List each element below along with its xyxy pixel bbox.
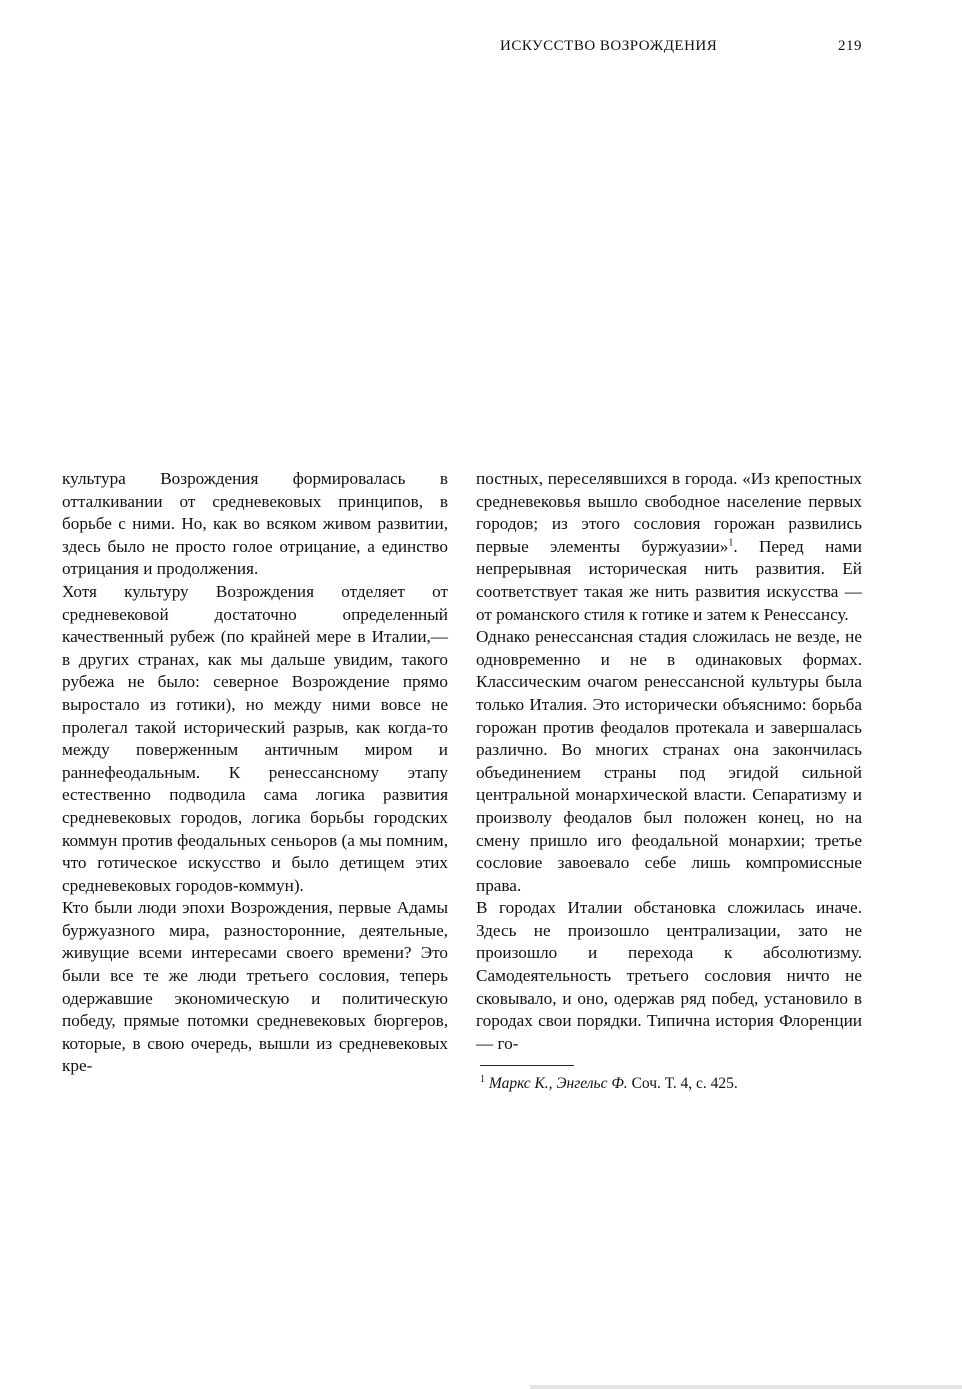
scan-edge — [530, 1385, 962, 1389]
footnote — [476, 1074, 862, 1094]
left-paragraph-2: Хотя культуру Возрождения отделяет от средневековой достаточно определенный качественный рубеж (по крайней мере в Италии,— в других странах, как мы дальше увидим, такого рубежа не было: северное Возрождение прямо выростало из готики), но между ними вовсе не пролегал такой исторический разрыв, как когда-то между поверженным античным миром и раннефеодальным. К ренессансному этапу естественно подводила сама логика развития средневековых городов, логика борьбы городских коммун против феодальных сеньоров (а мы помним, что готическое искусство и было детищем этих средневековых городов-коммун). — [62, 581, 448, 895]
page-number: 219 — [838, 38, 862, 54]
left-paragraph-3: Кто были люди эпохи Возрождения, первые Адамы буржуазного мира, разносторонние, деятельные, живущие всеми интересами своего времени? Это были все те же люди третьего сословия, теперь одержавшие экономическую и политическую победу, прямые потомки средневековых бюргеров, которые, в свою очередь, вышли из средневековых кре- — [62, 898, 448, 1076]
running-head-title: ИСКУССТВО ВОЗРОЖДЕНИЯ — [500, 38, 718, 54]
running-head — [500, 38, 862, 55]
footnote-marker: 1 — [480, 1074, 485, 1086]
right-paragraph-1-text-b: . Перед нами непрерывная историческая нить развития. Ей соответствует такая же нить развития искусства — от романского стиля к готике и затем к Ренессансу. — [476, 536, 862, 624]
right-paragraph-1 — [476, 468, 862, 626]
footnote-authors: Маркс К., Энгельс Ф. — [488, 1075, 628, 1093]
right-column — [476, 468, 862, 1094]
right-paragraph-2: Однако ренессансная стадия сложилась не везде, не одновременно и не в одинаковых формах. Классическим очагом ренессансной культуры была только Италия. Это исторически объяснимо: борьба горожан против феодалов протекала и завершалась различно. Во многих странах она закончилась объединением страны под эгидой сильной центральной монархической власти. Сепаратизму и произволу феодалов был положен конец, но на смену пришло иго феодальной монархии; третье сословие завоевало себе лишь компромиссные права. — [476, 627, 862, 895]
footnote-citation: Соч. Т. 4, с. 425. — [627, 1075, 738, 1093]
footnote-reference: 1 — [728, 537, 734, 549]
left-paragraph-1: культура Возрождения формировалась в отталкивании от средневековых принципов, в борьбе с ними. Но, как во всяком живом развитии, здесь было не просто голое отрицание, а единство отрицания и продолжения. — [62, 469, 448, 579]
right-paragraph-1-text-a: постных, переселявшихся в города. «Из крепостных средневековья вышло свободное население первых городов; из этого сословия горожан развились первые элементы буржуазии» — [476, 469, 862, 556]
right-paragraph-3: В городах Италии обстановка сложилась иначе. Здесь не произошло централизации, зато не произошло и перехода к абсолютизму. Самодеятельность третьего сословия ничто не сковывало, и оно, одержав ряд побед, установило в городах свои порядки. Типична история Флоренции — го- — [476, 898, 862, 1053]
left-column — [62, 468, 448, 1078]
footnote-divider — [480, 1065, 574, 1066]
